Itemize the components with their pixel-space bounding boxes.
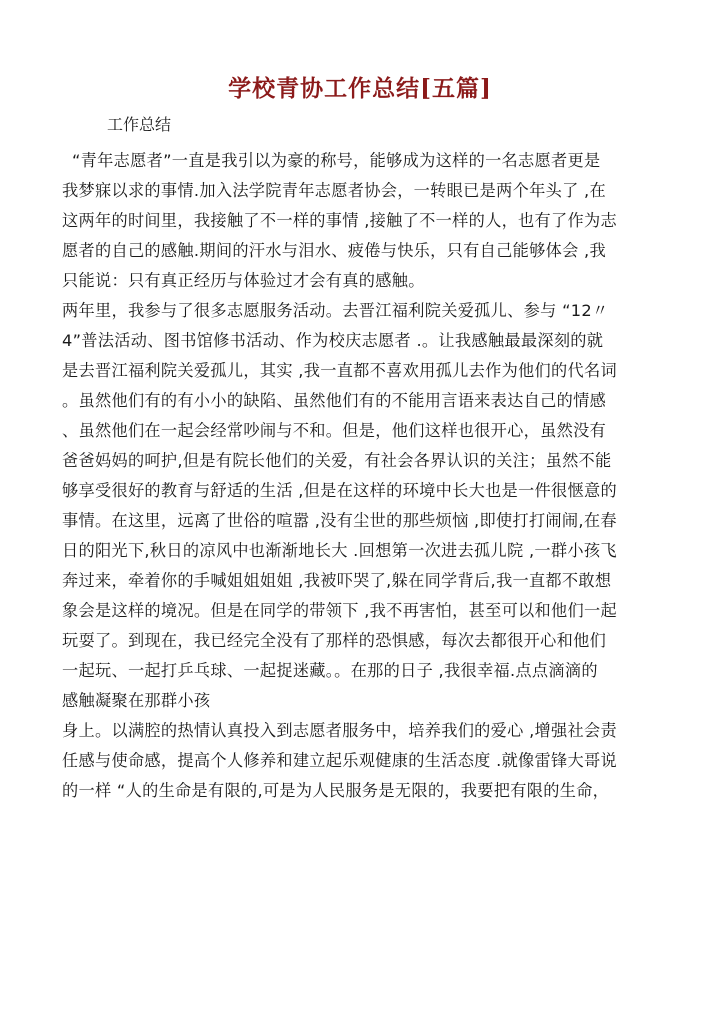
body-line: 4”普法活动、图书馆修书活动、作为校庆志愿者 .。让我感触最最深刻的就 [62,331,604,350]
document-title: 学校青协工作总结[五篇] [228,75,492,102]
document-subtitle: 工作总结 [107,115,172,134]
body-line: 是去晋江福利院关爱孤儿，其实 ,我一直都不喜欢用孤儿去作为他们的代名词 [62,361,617,380]
body-line: 奔过来，牵着你的手喊姐姐姐姐 ,我被吓哭了,躲在同学背后,我一直都不敢想 [62,571,612,590]
body-line: 愿者的自己的感触.期间的汗水与泪水、疲倦与快乐，只有自己能够体会 ,我 [62,241,606,260]
body-line: 爸爸妈妈的呵护,但是有院长他们的关爱，有社会各界认识的关注；虽然不能 [62,451,612,470]
body-line: 日的阳光下,秋日的凉风中也渐渐地长大 .回想第一次进去孤儿院 ,一群小孩飞 [62,541,617,560]
body-line: 身上。以满腔的热情认真投入到志愿者服务中，培养我们的爱心 ,增强社会责 [62,721,617,740]
body-line: 感触凝聚在那群小孩 [62,691,211,710]
body-line: 。虽然他们有的有小小的缺陷、虽然他们有的不能用言语来表达自己的情感 [62,391,607,410]
body-line: 任感与使命感，提高个人修养和建立起乐观健康的生活态度 .就像雷锋大哥说 [62,751,617,770]
body-line: 两年里，我参与了很多志愿服务活动。去晋江福利院关爱孤儿、参与 “12〃 [62,301,609,320]
body-line: 玩耍了。到现在，我已经完全没有了那样的恐惧感，每次去都很开心和他们 [62,631,607,650]
body-line: “青年志愿者”一直是我引以为豪的称号，能够成为这样的一名志愿者更是 [72,151,601,170]
body-line: 象会是这样的境况。但是在同学的带领下 ,我不再害怕，甚至可以和他们一起 [62,601,617,620]
body-line: 够享受很好的教育与舒适的生活 ,但是在这样的环境中长大也是一件很惬意的 [62,481,617,500]
body-line: 一起玩、一起打乒乓球、一起捉迷藏。。在那的日子 ,我很幸福.点点滴滴的 [62,661,598,680]
body-line: 我梦寐以求的事情.加入法学院青年志愿者协会，一转眼已是两个年头了 ,在 [62,181,606,200]
body-line: 的一样 “人的生命是有限的,可是为人民服务是无限的，我要把有限的生命， [62,781,610,800]
body-line: 只能说：只有真正经历与体验过才会有真的感触。 [62,271,425,290]
body-line: 事情。在这里，远离了世俗的喧嚣 ,没有尘世的那些烦恼 ,即使打打闹闹,在春 [62,511,617,530]
body-line: 这两年的时间里，我接触了不一样的事情 ,接触了不一样的人，也有了作为志 [62,211,617,230]
body-line: 、虽然他们在一起会经常吵闹与不和。但是，他们这样也很开心，虽然没有 [62,421,607,440]
